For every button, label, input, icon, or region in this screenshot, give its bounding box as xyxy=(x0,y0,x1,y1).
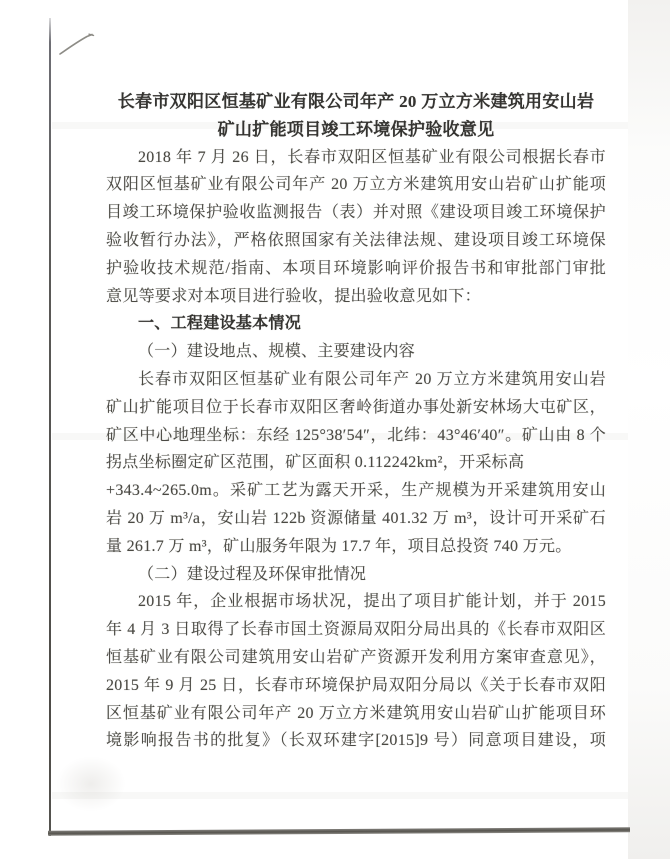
text-line: 岩 20 万 m³/a，安山岩 122b 资源储量 401.32 万 m³，设计可开采矿石 xyxy=(106,509,606,527)
scan-smudge xyxy=(56,756,126,812)
text-line: 2018 年 7 月 26 日，长春市双阳区恒基矿业有限公司根据长春市 xyxy=(138,148,606,166)
text-line: （二）建设过程及环保审批情况 xyxy=(138,565,367,583)
page-left-edge xyxy=(49,18,51,836)
text-line: 护验收技术规范/指南、本项目环境影响评价报告书和审批部门审批 xyxy=(106,259,606,277)
pen-mark-icon xyxy=(55,27,101,61)
text-line: 目竣工环境保护验收监测报告（表）并对照《建设项目竣工环境保护 xyxy=(106,204,606,222)
text-line: （一）建设地点、规模、主要建设内容 xyxy=(138,343,416,361)
text-line: 长春市双阳区恒基矿业有限公司年产 20 万立方米建筑用安山岩 xyxy=(138,370,606,388)
text-line: 恒基矿业有限公司建筑用安山岩矿产资源开发利用方案审查意见》， xyxy=(106,648,606,666)
title-line: 长春市双阳区恒基矿业有限公司年产 20 万立方米建筑用安山岩 xyxy=(117,92,595,111)
scan-right-shadow xyxy=(628,0,670,859)
text-line: 区恒基矿业有限公司年产 20 万立方米建筑用安山岩矿山扩能项目环 xyxy=(106,704,606,722)
text-line: 矿山扩能项目位于长春市双阳区奢岭街道办事处新安林场大屯矿区， xyxy=(106,398,606,416)
title-line: 矿山扩能项目竣工环境保护验收意见 xyxy=(217,119,495,139)
text-line: 境影响报告书的批复》（长双环建字[2015]9 号）同意项目建设，项 xyxy=(106,732,606,750)
scan-streak xyxy=(52,792,628,799)
text-line: 量 261.7 万 m³，矿山服务年限为 17.7 年，项目总投资 740 万元。 xyxy=(106,537,572,555)
text-line: 拐点坐标圈定矿区范围，矿区面积 0.112242km²，开采标高 xyxy=(106,454,525,472)
text-line: 意见等要求对本项目进行验收，提出验收意见如下： xyxy=(106,287,481,305)
text-line: 双阳区恒基矿业有限公司年产 20 万立方米建筑用安山岩矿山扩能项 xyxy=(106,176,606,194)
text-line: +343.4~265.0m。采矿工艺为露天开采，生产规模为开采建筑用安山 xyxy=(106,482,606,500)
text-line: 2015 年 9 月 25 日，长春市环境保护局双阳分局以《关于长春市双阳 xyxy=(106,676,606,694)
text-line: 矿区中心地理坐标：东经 125°38′54″，北纬：43°46′40″。矿山由 8 个 xyxy=(106,426,606,444)
document-text xyxy=(106,88,606,755)
text-line: 年 4 月 3 日取得了长春市国土资源局双阳分局出具的《长春市双阳区 xyxy=(106,621,606,639)
section-heading: 一、工程建设基本情况 xyxy=(138,315,302,333)
page-bottom-edge xyxy=(48,827,630,836)
text-line: 2015 年，企业根据市场状况，提出了项目扩能计划，并于 2015 xyxy=(138,593,606,611)
text-line: 验收暂行办法》，严格依照国家有关法律法规、建设项目竣工环境保 xyxy=(106,231,606,249)
